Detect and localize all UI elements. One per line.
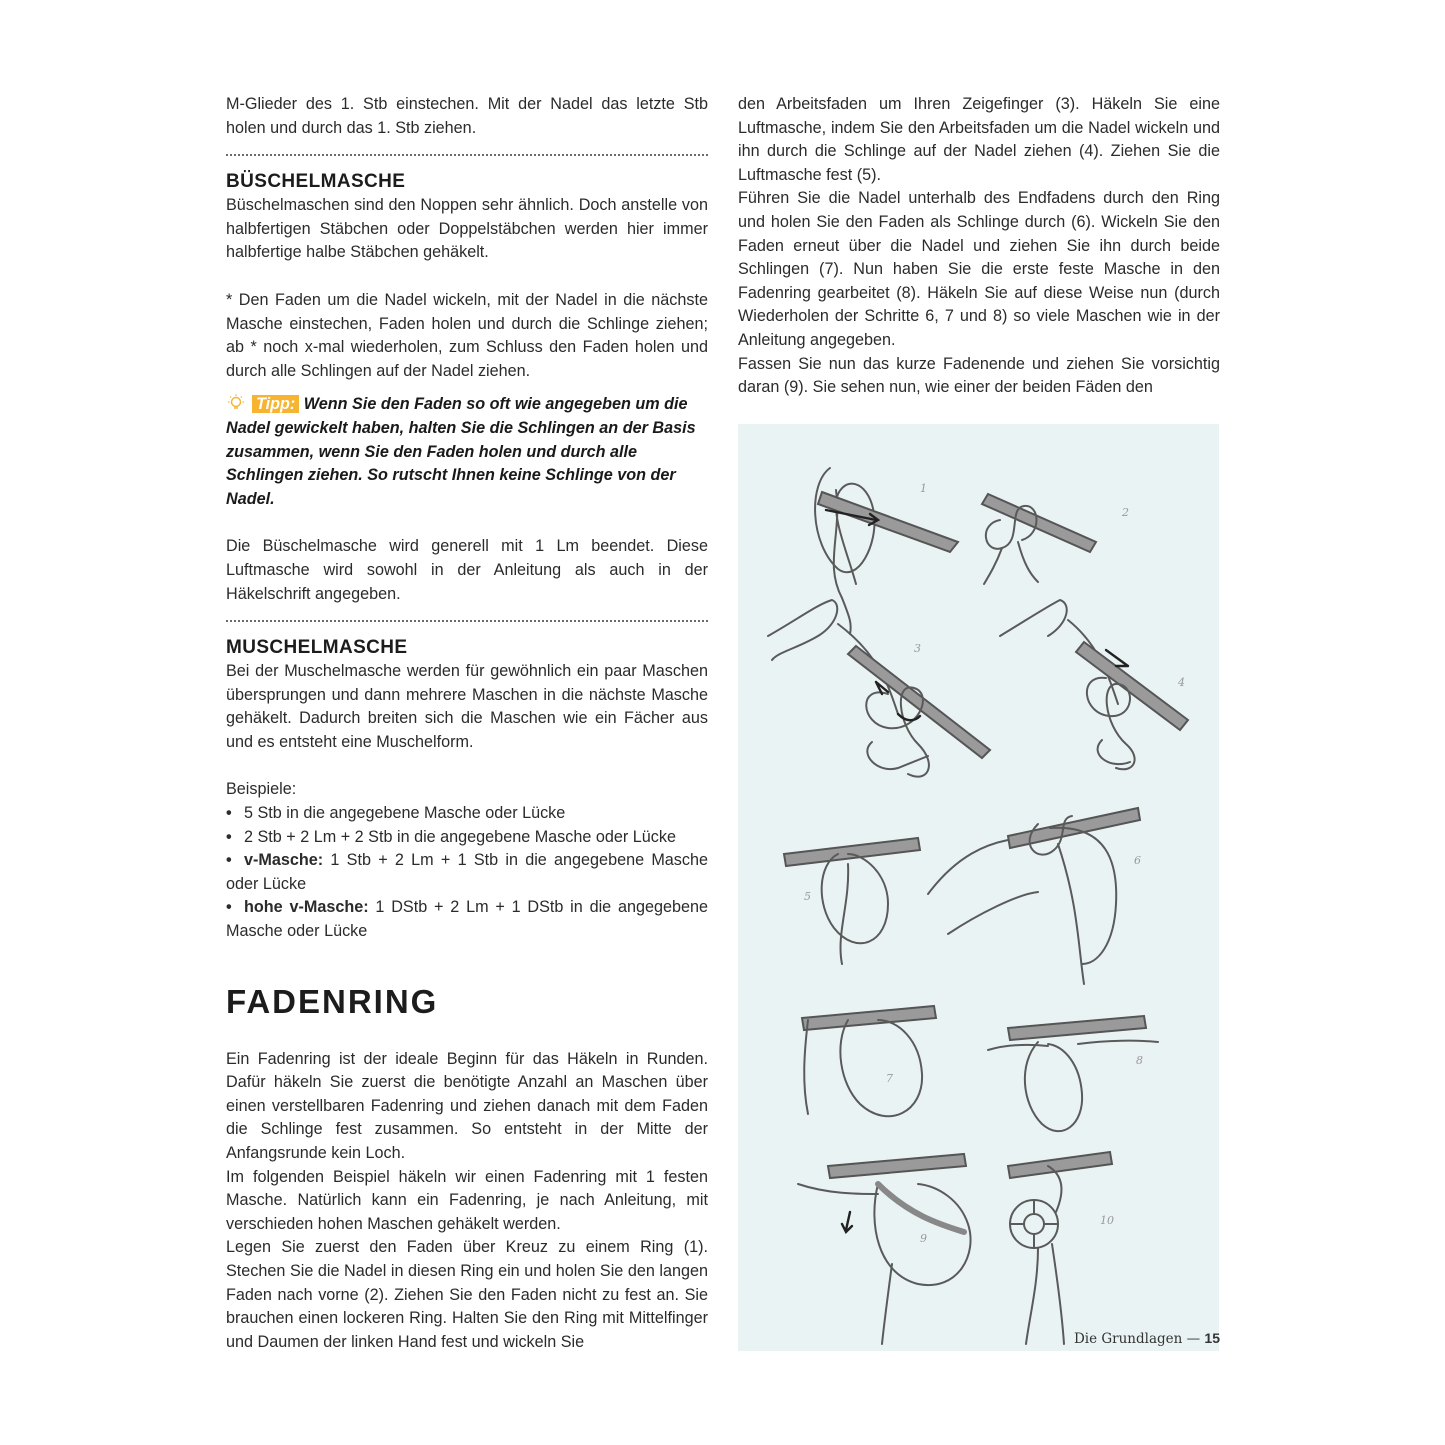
fadenring-paragraph-3: Legen Sie zuerst den Faden über Kreuz zu einem Ring (1). Stechen Sie die Nadel in diesen Ring ein und holen Sie den langen Faden nach vorne (2). Ziehen Sie den Faden nicht zu fest an. Sie brauchen einen lockeren Ring. Halten Sie den Ring mit Mittelfinger und Daumen der linken Hand fest und wickeln Sie bbox=[226, 1238, 708, 1351]
bueschel-paragraph-3: Die Büschelmasche wird generell mit 1 Lm beendet. Diese Luftmasche wird sowohl in der Anleitung als auch in der Häkelschrift angegeben. bbox=[226, 537, 708, 603]
section-divider bbox=[226, 620, 708, 622]
fadenring-illustration bbox=[738, 424, 1219, 1351]
right-column bbox=[738, 93, 1220, 400]
tip-label: Tipp: bbox=[252, 395, 299, 413]
examples-list bbox=[226, 802, 708, 944]
list-item: • hohe v-Masche: 1 DStb + 2 Lm + 1 DStb in die angegebene Masche oder Lücke bbox=[226, 898, 708, 941]
step-label: 8 bbox=[1136, 1054, 1143, 1067]
list-item: • 2 Stb + 2 Lm + 2 Stb in die angegebene Masche oder Lücke bbox=[226, 827, 676, 846]
step-6-drawing bbox=[928, 808, 1140, 984]
page-footer bbox=[1074, 1330, 1220, 1347]
step-label: 5 bbox=[804, 890, 811, 903]
section-divider bbox=[226, 154, 708, 156]
tip-box bbox=[226, 393, 708, 511]
examples-label: Beispiele: bbox=[226, 780, 297, 799]
lightbulb-icon bbox=[226, 394, 246, 412]
fadenring-paragraph-2: Im folgenden Beispiel häkeln wir einen Fadenring mit 1 festen Masche. Natürlich kann ein Fadenring, je nach Anleitung, mit verschieden hohen Maschen gehäkelt werden. bbox=[226, 1167, 708, 1233]
right-paragraph-1: den Arbeitsfaden um Ihren Zeigefinger (3). Häkeln Sie eine Luftmasche, indem Sie den Arbeitsfaden um die Nadel wickeln und ihn durch die Schlinge auf der Nadel ziehen (4). Ziehen Sie die Luftmasche fest (5). bbox=[738, 95, 1220, 184]
left-column bbox=[226, 93, 708, 1354]
crochet-steps-diagram bbox=[738, 424, 1219, 1351]
footer-section: Die Grundlagen — bbox=[1073, 1331, 1201, 1347]
step-label: 2 bbox=[1122, 506, 1129, 519]
right-paragraph-2: Führen Sie die Nadel unterhalb des Endfadens durch den Ring und holen Sie den Faden als Schlinge durch (6). Wickeln Sie den Faden erneut über die Nadel und ziehen Sie ihn durch beide Schlingen (7). Nun haben Sie die erste feste Masche in den Fadenring gearbeitet (8). Häkeln Sie auf diese Weise nun (durch Wiederholen der Schritte 6, 7 und 8) so viele Maschen wie in der Anleitung angegeben. bbox=[738, 189, 1220, 349]
right-paragraph-3: Fassen Sie nun das kurze Fadenende und ziehen Sie vorsichtig daran (9). Sie sehen nun, wie einer der beiden Fäden den bbox=[738, 354, 1220, 397]
step-label: 9 bbox=[920, 1232, 927, 1245]
muschel-heading: MUSCHELMASCHE bbox=[226, 637, 408, 659]
step-label: 1 bbox=[920, 482, 927, 495]
step-label: 4 bbox=[1178, 676, 1185, 689]
bueschel-heading: BÜSCHELMASCHE bbox=[226, 171, 406, 193]
muschel-paragraph: Bei der Muschelmasche werden für gewöhnlich ein paar Maschen übersprungen und dann mehrere Maschen in die nächste Masche gehäkelt. Dadurch breiten sich die Maschen wie ein Fächer aus und es entsteht eine Muschelform. bbox=[226, 662, 708, 751]
list-item: • v-Masche: 1 Stb + 2 Lm + 1 Stb in die angegebene Masche oder Lücke bbox=[226, 851, 708, 893]
step-label: 6 bbox=[1134, 854, 1141, 867]
page-number: 15 bbox=[1204, 1330, 1220, 1346]
step-2-drawing bbox=[982, 494, 1096, 584]
step-label: 7 bbox=[886, 1072, 893, 1085]
step-10-drawing bbox=[1008, 1152, 1112, 1344]
step-label: 3 bbox=[914, 642, 921, 655]
fadenring-paragraph-1: Ein Fadenring ist der ideale Beginn für das Häkeln in Runden. Dafür häkeln Sie zuerst die benötigte Anzahl an Maschen über einen verstellbaren Fadenring und ziehen danach mit dem Faden die Schlinge fest zusammen. So entsteht in der Mitte der Anfangsrunde kein Loch. bbox=[226, 1049, 708, 1162]
tip-text: Wenn Sie den Faden so oft wie angegeben um die Nadel gewickelt haben, halten Sie die Schlingen an der Basis zusammen, wenn Sie den Faden holen und durch alle Schlingen ziehen. So rutscht Ihnen keine Schlinge von der Nadel. bbox=[226, 395, 696, 508]
step-8-drawing bbox=[988, 1016, 1158, 1131]
step-7-drawing bbox=[802, 1006, 936, 1116]
step-4-drawing bbox=[1000, 600, 1188, 769]
intro-paragraph: M-Glieder des 1. Stb einstechen. Mit der Nadel das letzte Stb holen und durch das 1. Stb ziehen. bbox=[226, 95, 708, 137]
bueschel-paragraph-2: * Den Faden um die Nadel wickeln, mit der Nadel in die nächste Masche einstechen, Faden holen und durch die Schlinge ziehen; ab * noch x-mal wiederholen, zum Schluss den Faden holen und durch alle Schlingen auf der Nadel ziehen. bbox=[226, 290, 708, 380]
fadenring-heading: FADENRING bbox=[226, 982, 439, 1020]
step-3-drawing bbox=[768, 600, 990, 777]
list-item: • 5 Stb in die angegebene Masche oder Lücke bbox=[226, 804, 566, 823]
bueschel-paragraph-1: Büschelmaschen sind den Noppen sehr ähnlich. Doch anstelle von halbfertigen Stäbchen oder Doppelstäbchen werden hier immer halbfertige halbe Stäbchen gehäkelt. bbox=[226, 196, 708, 262]
step-label: 10 bbox=[1100, 1214, 1114, 1227]
step-9-drawing bbox=[798, 1154, 971, 1344]
